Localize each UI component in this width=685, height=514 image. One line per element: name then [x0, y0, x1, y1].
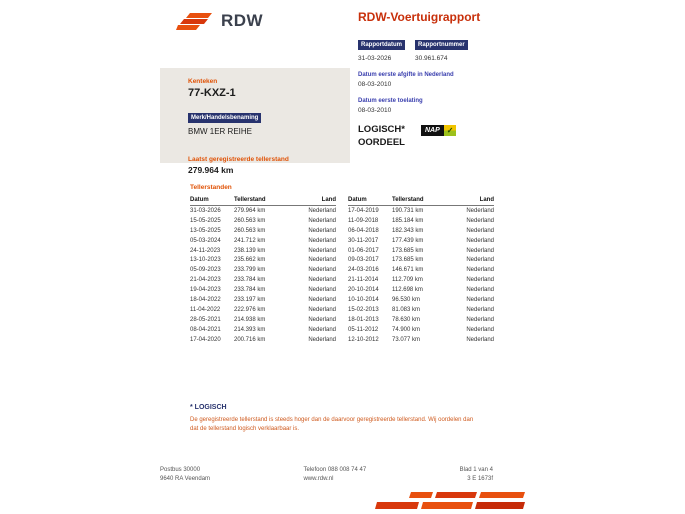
- tellerstanden-table: [190, 197, 494, 344]
- cell-tellerstand: 112.709 km: [392, 277, 423, 284]
- cell-tellerstand: 214.393 km: [234, 326, 266, 333]
- rdw-logo-text: RDW: [221, 11, 264, 30]
- cell-datum: 05-11-2012: [348, 326, 379, 333]
- table-row: [348, 295, 494, 305]
- cell-land: Nederland: [308, 237, 336, 244]
- logisch-note-body: De geregistreerde tellerstand is steeds hoger dan de daarvoor geregistreerde tellerstand. Wij oordelen dan dat de tellerstand logisch verklaarbaar is.: [190, 417, 474, 433]
- cell-tellerstand: 222.976 km: [234, 306, 266, 313]
- table-row: [348, 315, 494, 325]
- report-title: RDW-Voertuigrapport: [358, 10, 481, 24]
- cell-land: Nederland: [466, 247, 494, 254]
- cell-tellerstand: 185.184 km: [392, 217, 424, 224]
- cell-tellerstand: 233.799 km: [234, 267, 266, 274]
- cell-datum: 13-10-2023: [190, 257, 221, 264]
- table-row: [348, 285, 494, 295]
- header-datum: Datum: [348, 197, 367, 203]
- table-row: [348, 305, 494, 315]
- rdw-logo: [176, 8, 263, 34]
- header-tellerstand: Tellerstand: [234, 197, 266, 203]
- cell-datum: 01-06-2017: [348, 247, 379, 254]
- eerste-afgifte-label: Datum eerste afgifte in Nederland: [358, 72, 454, 78]
- cell-land: Nederland: [466, 306, 494, 313]
- cell-tellerstand: 74.900 km: [392, 326, 421, 333]
- cell-tellerstand: 177.439 km: [392, 237, 424, 244]
- cell-tellerstand: 233.784 km: [234, 277, 266, 284]
- table-row: [348, 246, 494, 256]
- cell-datum: 18-04-2022: [190, 296, 221, 303]
- table-row: [348, 206, 494, 216]
- cell-land: Nederland: [308, 267, 336, 274]
- cell-land: Nederland: [308, 296, 336, 303]
- cell-land: Nederland: [466, 326, 494, 333]
- cell-land: Nederland: [308, 207, 336, 214]
- table-row: [190, 315, 336, 325]
- eerste-toelating-value: 08-03-2010: [358, 107, 392, 114]
- tellerstand-value: 279.964 km: [188, 165, 234, 175]
- title-block: [358, 10, 538, 62]
- cell-datum: 21-04-2023: [190, 277, 221, 284]
- table-row: [190, 335, 336, 345]
- table-header-row: [190, 197, 336, 206]
- page-footer: [160, 467, 493, 485]
- eerste-toelating-label: Datum eerste toelating: [358, 98, 423, 104]
- header-land: Land: [321, 197, 336, 203]
- merk-label: Merk/Handelsbenaming: [188, 113, 261, 123]
- cell-tellerstand: 260.563 km: [234, 217, 266, 224]
- cell-datum: 10-10-2014: [348, 296, 379, 303]
- footer-address: [160, 467, 210, 485]
- cell-datum: 11-04-2022: [190, 306, 221, 313]
- cell-land: Nederland: [308, 316, 336, 323]
- table-row: [190, 265, 336, 275]
- cell-tellerstand: 73.077 km: [392, 336, 421, 343]
- cell-land: Nederland: [466, 267, 494, 274]
- footer-website: www.rdw.nl: [303, 476, 334, 482]
- cell-tellerstand: 238.139 km: [234, 247, 266, 254]
- report-meta: [358, 33, 538, 62]
- cell-tellerstand: 235.662 km: [234, 257, 266, 264]
- report-date-label: Rapportdatum: [358, 40, 405, 50]
- report-date: [358, 33, 405, 62]
- cell-datum: 13-05-2025: [190, 227, 221, 234]
- cell-tellerstand: 78.630 km: [392, 316, 421, 323]
- cell-tellerstand: 182.343 km: [392, 227, 424, 234]
- cell-datum: 30-11-2017: [348, 237, 379, 244]
- cell-tellerstand: 173.685 km: [392, 257, 424, 264]
- table-row: [190, 206, 336, 216]
- table-row: [190, 255, 336, 265]
- nap-check-icon: ✓: [444, 125, 457, 136]
- cell-land: Nederland: [308, 247, 336, 254]
- cell-land: Nederland: [308, 257, 336, 264]
- table-row: [348, 265, 494, 275]
- table-row: [190, 285, 336, 295]
- cell-datum: 09-03-2017: [348, 257, 379, 264]
- footer-contact: [303, 467, 366, 485]
- cell-datum: 24-11-2023: [190, 247, 221, 254]
- cell-datum: 28-05-2021: [190, 316, 221, 323]
- tellerstand-label: Laatst geregistreerde tellerstand: [188, 156, 289, 163]
- cell-land: Nederland: [466, 237, 494, 244]
- table-row: [190, 246, 336, 256]
- table-row: [348, 255, 494, 265]
- cell-tellerstand: 190.731 km: [392, 207, 424, 214]
- cell-land: Nederland: [466, 336, 494, 343]
- cell-datum: 17-04-2019: [348, 207, 379, 214]
- logisch-note-title: * LOGISCH: [190, 404, 227, 411]
- cell-land: Nederland: [466, 287, 494, 294]
- kenteken-label: Kenteken: [188, 78, 218, 85]
- cell-land: Nederland: [466, 316, 494, 323]
- table-header-row: [348, 197, 494, 206]
- footer-address-line1: Postbus 30000: [160, 467, 201, 473]
- cell-tellerstand: 214.938 km: [234, 316, 266, 323]
- footer-address-line2: 9640 RA Veendam: [160, 476, 211, 482]
- table-row: [190, 216, 336, 226]
- header-land: Land: [479, 197, 494, 203]
- cell-datum: 19-04-2023: [190, 287, 221, 294]
- report-number: [415, 33, 468, 62]
- table-row: [348, 216, 494, 226]
- table-body-left: [190, 206, 336, 344]
- cell-tellerstand: 173.685 km: [392, 247, 424, 254]
- cell-land: Nederland: [466, 277, 494, 284]
- oordeel-line2: OORDEEL: [358, 136, 405, 148]
- report-date-value: 31-03-2026: [358, 55, 392, 62]
- cell-datum: 20-10-2014: [348, 287, 379, 294]
- registration-info: [358, 72, 523, 150]
- table-row: [348, 226, 494, 236]
- footer-page-number: Blad 1 van 4: [459, 467, 493, 473]
- cell-land: Nederland: [308, 217, 336, 224]
- cell-land: Nederland: [308, 336, 336, 343]
- cell-datum: 05-09-2023: [190, 267, 221, 274]
- cell-land: Nederland: [466, 217, 494, 224]
- cell-tellerstand: 241.712 km: [234, 237, 266, 244]
- cell-land: Nederland: [466, 257, 494, 264]
- footer-doc-code: 3 E 1673f: [467, 476, 493, 482]
- cell-tellerstand: 112.698 km: [392, 287, 423, 294]
- table-row: [348, 275, 494, 285]
- oordeel-text: [358, 124, 405, 150]
- cell-tellerstand: 279.964 km: [234, 207, 266, 214]
- cell-datum: 17-04-2020: [190, 336, 221, 343]
- table-title: Tellerstanden: [190, 184, 232, 191]
- report-number-value: 30.961.674: [415, 55, 448, 62]
- cell-datum: 21-11-2014: [348, 277, 379, 284]
- cell-land: Nederland: [308, 326, 336, 333]
- table-row: [190, 236, 336, 246]
- cell-land: Nederland: [308, 277, 336, 284]
- cell-land: Nederland: [308, 227, 336, 234]
- nap-text: NAP: [421, 125, 444, 136]
- table-row: [348, 335, 494, 345]
- merk-value: BMW 1ER REIHE: [188, 127, 253, 136]
- rdw-flag-icon: [176, 8, 216, 34]
- nap-logo: [421, 125, 456, 136]
- decorative-stripes-icon: [375, 492, 525, 514]
- table-row: [348, 236, 494, 246]
- cell-tellerstand: 96.530 km: [392, 296, 421, 303]
- kenteken-value: 77-KXZ-1: [188, 87, 236, 99]
- report-number-label: Rapportnummer: [415, 40, 468, 50]
- table-row: [348, 325, 494, 335]
- header-tellerstand: Tellerstand: [392, 197, 424, 203]
- cell-datum: 11-09-2018: [348, 217, 379, 224]
- vehicle-summary-box: [160, 68, 350, 175]
- cell-datum: 12-10-2012: [348, 336, 379, 343]
- table-row: [190, 325, 336, 335]
- table-row: [190, 295, 336, 305]
- table-row: [190, 275, 336, 285]
- cell-datum: 18-01-2013: [348, 316, 379, 323]
- table-group-right: [348, 197, 494, 344]
- cell-tellerstand: 260.563 km: [234, 227, 266, 234]
- cell-land: Nederland: [466, 296, 494, 303]
- table-row: [190, 226, 336, 236]
- table-row: [190, 305, 336, 315]
- tellerstanden-section: [190, 184, 494, 344]
- oordeel-row: [358, 124, 523, 150]
- cell-tellerstand: 200.716 km: [234, 336, 266, 343]
- cell-datum: 06-04-2018: [348, 227, 379, 234]
- header-datum: Datum: [190, 197, 209, 203]
- cell-tellerstand: 81.083 km: [392, 306, 421, 313]
- oordeel-line1: LOGISCH*: [358, 124, 405, 135]
- cell-tellerstand: 233.784 km: [234, 287, 266, 294]
- eerste-afgifte-value: 08-03-2010: [358, 81, 392, 88]
- cell-tellerstand: 146.671 km: [392, 267, 424, 274]
- table-body-right: [348, 206, 494, 344]
- cell-datum: 15-02-2013: [348, 306, 379, 313]
- cell-datum: 24-03-2016: [348, 267, 379, 274]
- cell-datum: 05-03-2024: [190, 237, 221, 244]
- cell-datum: 08-04-2021: [190, 326, 221, 333]
- cell-land: Nederland: [466, 207, 494, 214]
- cell-land: Nederland: [466, 227, 494, 234]
- cell-datum: 31-03-2026: [190, 207, 221, 214]
- footer-phone: Telefoon 088 008 74 47: [303, 467, 367, 473]
- logisch-note: [190, 404, 490, 435]
- cell-datum: 15-05-2025: [190, 217, 221, 224]
- cell-tellerstand: 233.197 km: [234, 296, 266, 303]
- cell-land: Nederland: [308, 287, 336, 294]
- cell-land: Nederland: [308, 306, 336, 313]
- table-group-left: [190, 197, 336, 344]
- footer-page-info: [460, 467, 493, 485]
